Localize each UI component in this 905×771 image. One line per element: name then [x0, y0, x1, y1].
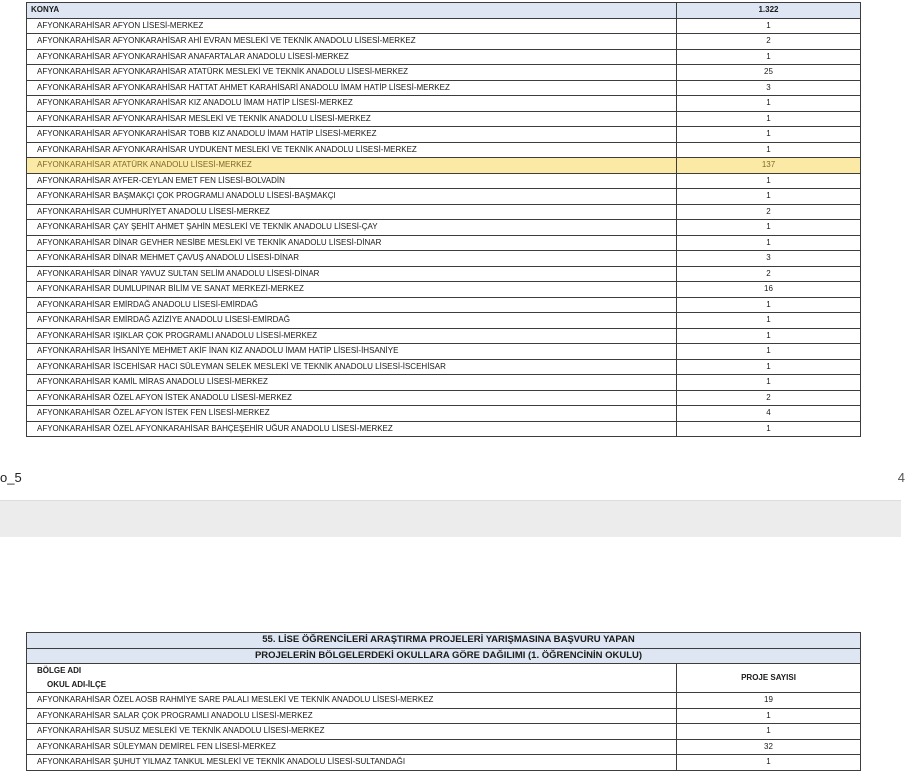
school-name-cell: AFYONKARAHİSAR EMİRDAĞ ANADOLU LİSESİ-EMİRDAĞ: [27, 297, 677, 313]
school-name-cell: AFYONKARAHİSAR SALAR ÇOK PROGRAMLI ANADOLU LİSESİ-MERKEZ: [27, 708, 677, 724]
column-header-row: [27, 664, 861, 693]
table-row: [27, 220, 861, 236]
school-name-cell: AFYONKARAHİSAR AFYONKARAHİSAR MESLEKİ VE TEKNİK ANADOLU LİSESİ-MERKEZ: [27, 111, 677, 127]
project-count-cell: 1: [677, 328, 861, 344]
table-row: [27, 204, 861, 220]
school-name-cell: AFYONKARAHİSAR SUSUZ MESLEKİ VE TEKNİK ANADOLU LİSESİ-MERKEZ: [27, 724, 677, 740]
school-name-cell: AFYONKARAHİSAR DİNAR GEVHER NESİBE MESLEKİ VE TEKNİK ANADOLU LİSESİ-DİNAR: [27, 235, 677, 251]
table-row: [27, 127, 861, 143]
school-name-cell: AFYONKARAHİSAR BAŞMAKÇI ÇOK PROGRAMLI ANADOLU LİSESİ-BAŞMAKÇI: [27, 189, 677, 205]
school-name-cell: AFYONKARAHİSAR AFYON LİSESİ-MERKEZ: [27, 18, 677, 34]
project-count-cell: 3: [677, 251, 861, 267]
schools-table-bottom: [26, 632, 861, 771]
school-name-cell: AFYONKARAHİSAR ÇAY ŞEHİT AHMET ŞAHİN MESLEKİ VE TEKNİK ANADOLU LİSESİ-ÇAY: [27, 220, 677, 236]
table-row: [27, 708, 861, 724]
table-row: [27, 693, 861, 709]
column-header-school-label: OKUL ADI-İLÇE: [47, 680, 107, 689]
project-count-cell: 1: [677, 297, 861, 313]
project-count-cell: 1: [677, 724, 861, 740]
school-name-cell: AFYONKARAHİSAR AFYONKARAHİSAR TOBB KIZ ANADOLU İMAM HATİP LİSESİ-MERKEZ: [27, 127, 677, 143]
project-count-cell: 1: [677, 220, 861, 236]
schools-table-top: [26, 2, 861, 437]
project-count-cell: 1: [677, 189, 861, 205]
project-count-cell: 2: [677, 34, 861, 50]
column-header-count: PROJE SAYISI: [677, 664, 861, 693]
school-name-cell: AFYONKARAHİSAR ATATÜRK ANADOLU LİSESİ-MERKEZ: [27, 158, 677, 174]
school-name-cell: AFYONKARAHİSAR AFYONKARAHİSAR HATTAT AHMET KARAHİSARİ ANADOLU İMAM HATİP LİSESİ-MERKEZ: [27, 80, 677, 96]
project-count-cell: 16: [677, 282, 861, 298]
table-row: [27, 739, 861, 755]
school-name-cell: AFYONKARAHİSAR ÖZEL AFYON İSTEK FEN LİSESİ-MERKEZ: [27, 406, 677, 422]
project-count-cell: 1: [677, 708, 861, 724]
table-row: [27, 49, 861, 65]
table-row: [27, 142, 861, 158]
region-name: KONYA: [27, 3, 677, 19]
table-row: [27, 328, 861, 344]
project-count-cell: 25: [677, 65, 861, 81]
table-title-line2: PROJELERİN BÖLGELERDEKİ OKULLARA GÖRE DAĞILIMI (1. ÖĞRENCİNİN OKULU): [27, 648, 861, 664]
table-row: [27, 65, 861, 81]
project-count-cell: 1: [677, 755, 861, 771]
project-count-cell: 2: [677, 390, 861, 406]
project-count-cell: 1: [677, 375, 861, 391]
school-name-cell: AFYONKARAHİSAR AFYONKARAHİSAR ANAFARTALAR ANADOLU LİSESİ-MERKEZ: [27, 49, 677, 65]
project-count-cell: 1: [677, 359, 861, 375]
table-row: [27, 359, 861, 375]
school-name-cell: AFYONKARAHİSAR DUMLUPINAR BİLİM VE SANAT MERKEZİ-MERKEZ: [27, 282, 677, 298]
project-count-cell: 1: [677, 127, 861, 143]
table-row: [27, 80, 861, 96]
table-row: [27, 724, 861, 740]
project-count-cell: 1: [677, 235, 861, 251]
school-name-cell: AFYONKARAHİSAR IŞIKLAR ÇOK PROGRAMLI ANADOLU LİSESİ-MERKEZ: [27, 328, 677, 344]
school-name-cell: AFYONKARAHİSAR CUMHURİYET ANADOLU LİSESİ-MERKEZ: [27, 204, 677, 220]
table-row: [27, 421, 861, 437]
table-row: [27, 282, 861, 298]
table-row: [27, 34, 861, 50]
table-row: [27, 111, 861, 127]
project-count-cell: 4: [677, 406, 861, 422]
region-row: [27, 3, 861, 19]
project-count-cell: 1: [677, 18, 861, 34]
project-count-cell: 19: [677, 693, 861, 709]
project-count-cell: 2: [677, 204, 861, 220]
project-count-cell: 2: [677, 266, 861, 282]
school-name-cell: AFYONKARAHİSAR ŞUHUT YILMAZ TANKUL MESLEKİ VE TEKNİK ANADOLU LİSESİ-SULTANDAĞI: [27, 755, 677, 771]
school-name-cell: AFYONKARAHİSAR İSCEHİSAR HACI SÜLEYMAN SELEK MESLEKİ VE TEKNİK ANADOLU LİSESİ-İSCEHİSAR: [27, 359, 677, 375]
table-row: [27, 173, 861, 189]
school-name-cell: AFYONKARAHİSAR İHSANİYE MEHMET AKİF İNAN KIZ ANADOLU İMAM HATİP LİSESİ-İHSANİYE: [27, 344, 677, 360]
table-row: [27, 755, 861, 771]
table-title-row: [27, 648, 861, 664]
school-name-cell: AFYONKARAHİSAR AFYONKARAHİSAR ATATÜRK MESLEKİ VE TEKNİK ANADOLU LİSESİ-MERKEZ: [27, 65, 677, 81]
school-name-cell: AFYONKARAHİSAR DİNAR MEHMET ÇAVUŞ ANADOLU LİSESİ-DİNAR: [27, 251, 677, 267]
page-number: 4: [897, 470, 905, 485]
school-name-cell: AFYONKARAHİSAR AFYONKARAHİSAR UYDUKENT MESLEKİ VE TEKNİK ANADOLU LİSESİ-MERKEZ: [27, 142, 677, 158]
table-row: [27, 313, 861, 329]
column-header-school: [27, 664, 677, 693]
school-name-cell: AFYONKARAHİSAR DİNAR YAVUZ SULTAN SELİM ANADOLU LİSESİ-DİNAR: [27, 266, 677, 282]
table-row: [27, 96, 861, 112]
school-name-cell: AFYONKARAHİSAR KAMİL MİRAS ANADOLU LİSESİ-MERKEZ: [27, 375, 677, 391]
school-name-cell: AFYONKARAHİSAR ÖZEL AFYON İSTEK ANADOLU LİSESİ-MERKEZ: [27, 390, 677, 406]
table-row: [27, 189, 861, 205]
table-row: [27, 297, 861, 313]
table-row: [27, 235, 861, 251]
project-count-cell: 1: [677, 111, 861, 127]
school-name-cell: AFYONKARAHİSAR EMİRDAĞ AZİZİYE ANADOLU LİSESİ-EMİRDAĞ: [27, 313, 677, 329]
region-total: 1.322: [677, 3, 861, 19]
project-count-cell: 1: [677, 96, 861, 112]
project-count-cell: 32: [677, 739, 861, 755]
project-count-cell: 1: [677, 173, 861, 189]
school-name-cell: AFYONKARAHİSAR ÖZEL AFYONKARAHİSAR BAHÇEŞEHİR UĞUR ANADOLU LİSESİ-MERKEZ: [27, 421, 677, 437]
project-count-cell: 1: [677, 344, 861, 360]
table-title-line1: 55. LİSE ÖĞRENCİLERİ ARAŞTIRMA PROJELERİ YARIŞMASINA BAŞVURU YAPAN: [27, 633, 861, 649]
school-name-cell: AFYONKARAHİSAR ÖZEL AOSB RAHMİYE SARE PALALI MESLEKİ VE TEKNİK ANADOLU LİSESİ-MERKEZ: [27, 693, 677, 709]
page-label: o_5: [0, 470, 22, 485]
table-title-row: [27, 633, 861, 649]
table-row: [27, 251, 861, 267]
project-count-cell: 137: [677, 158, 861, 174]
school-name-cell: AFYONKARAHİSAR AFYONKARAHİSAR KIZ ANADOLU İMAM HATİP LİSESİ-MERKEZ: [27, 96, 677, 112]
table-row: [27, 18, 861, 34]
document-page-bottom: [0, 537, 901, 768]
page-separator: [0, 500, 901, 538]
school-name-cell: AFYONKARAHİSAR SÜLEYMAN DEMİREL FEN LİSESİ-MERKEZ: [27, 739, 677, 755]
school-name-cell: AFYONKARAHİSAR AFYONKARAHİSAR AHİ EVRAN MESLEKİ VE TEKNİK ANADOLU LİSESİ-MERKEZ: [27, 34, 677, 50]
table-row: [27, 375, 861, 391]
project-count-cell: 1: [677, 313, 861, 329]
project-count-cell: 1: [677, 49, 861, 65]
table-row: [27, 266, 861, 282]
project-count-cell: 1: [677, 421, 861, 437]
table-row: [27, 344, 861, 360]
table-row: [27, 158, 861, 174]
project-count-cell: 3: [677, 80, 861, 96]
school-name-cell: AFYONKARAHİSAR AYFER-CEYLAN EMET FEN LİSESİ-BOLVADİN: [27, 173, 677, 189]
table-row: [27, 406, 861, 422]
table-row: [27, 390, 861, 406]
column-header-region-label: BÖLGE ADI: [37, 666, 82, 675]
project-count-cell: 1: [677, 142, 861, 158]
